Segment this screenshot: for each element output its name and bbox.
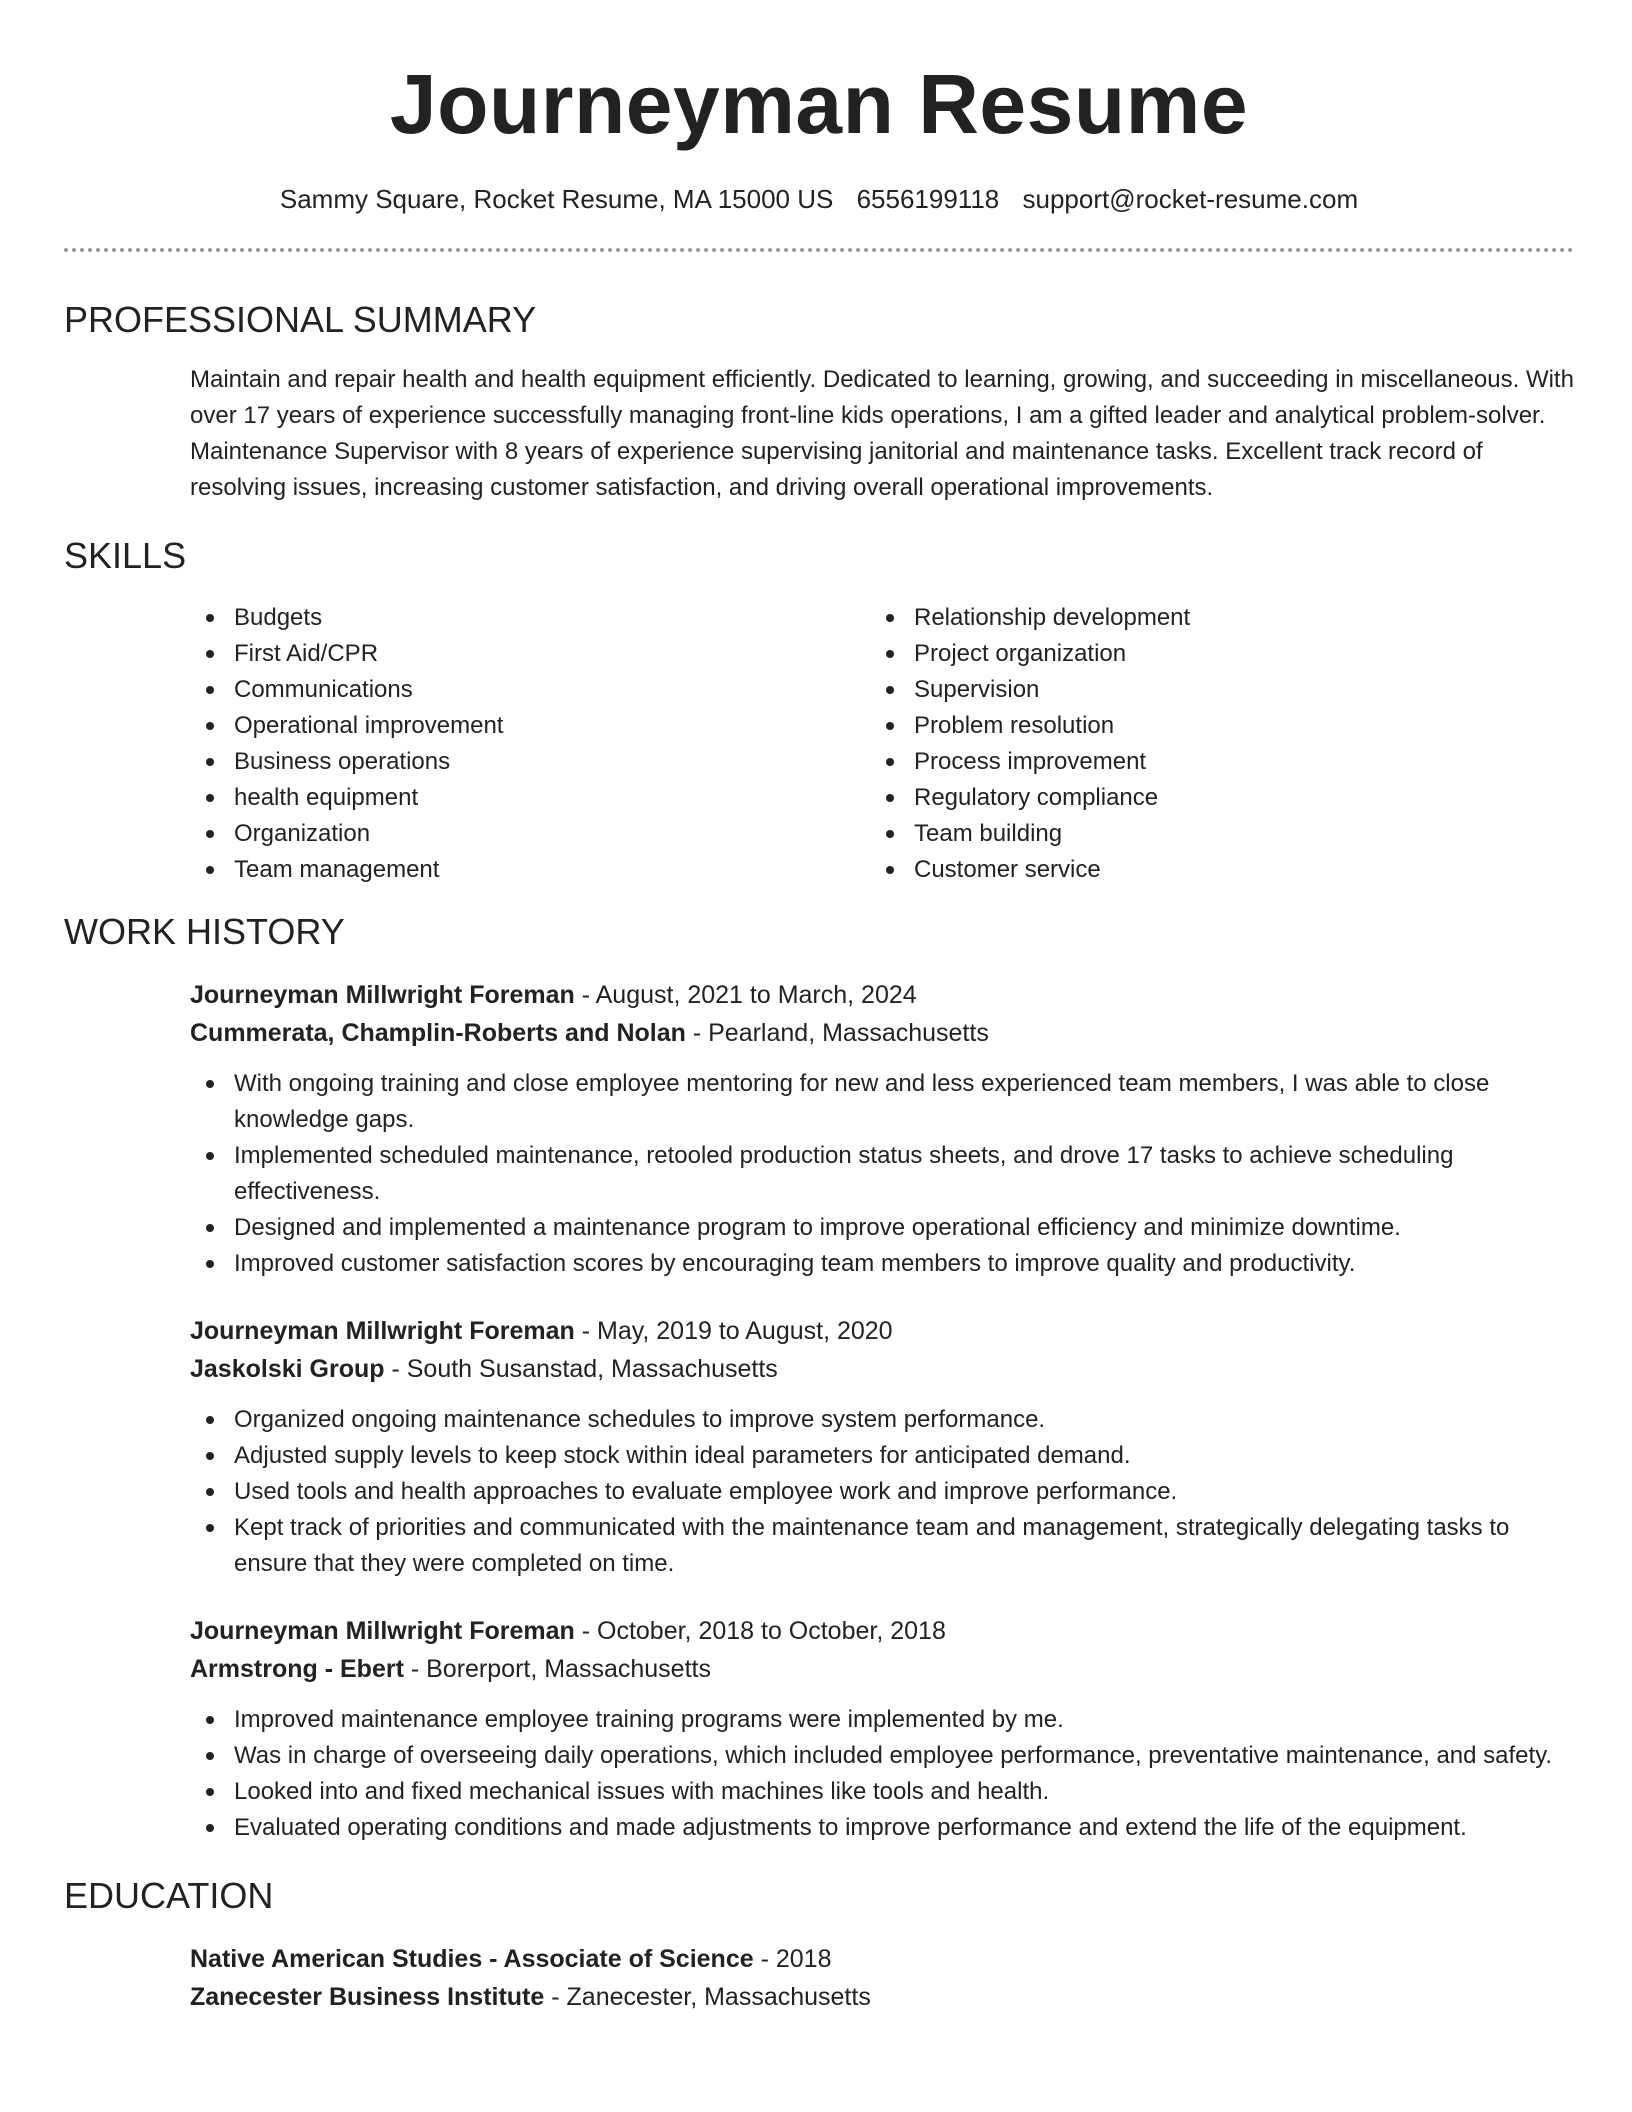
contact-address: Sammy Square, Rocket Resume, MA 15000 US [279,184,834,214]
job-title-line [190,1612,1574,1650]
education-degree-line [190,1940,1574,1978]
skill-item: Problem resolution [870,708,1550,744]
job-bullet: Kept track of priorities and communicated with the maintenance team and management, strategically delegating tasks to ensure that they were completed on time. [190,1510,1574,1582]
skills-column-left [190,600,870,888]
skill-item: Team management [190,852,870,888]
job-bullet: Evaluated operating conditions and made adjustments to improve performance and extend the life of the equipment. [190,1810,1574,1846]
job-company: Armstrong - Ebert [190,1655,404,1683]
job-location: - Pearland, Massachusetts [685,1019,989,1047]
job-dates: - August, 2021 to March, 2024 [574,981,917,1009]
section-title-summary: PROFESSIONAL SUMMARY [64,299,537,340]
education-school-line [190,1978,1574,2016]
job-title-line [190,1312,1574,1350]
skill-item: Business operations [190,744,870,780]
skill-item: Supervision [870,672,1550,708]
skill-item: health equipment [190,780,870,816]
job-bullet: Improved customer satisfaction scores by encouraging team members to improve quality and productivity. [190,1246,1574,1282]
job-bullet: Used tools and health approaches to evaluate employee work and improve performance. [190,1474,1574,1510]
job-bullet: Improved maintenance employee training programs were implemented by me. [190,1702,1574,1738]
job-role: Journeyman Millwright Foreman [190,981,575,1009]
job-bullet: Designed and implemented a maintenance program to improve operational efficiency and minimize downtime. [190,1210,1574,1246]
education-location: - Zanecester, Massachusetts [544,1983,871,2011]
resume-page [64,0,1574,2016]
education-school: Zanecester Business Institute [190,1983,545,2011]
education-degree: Native American Studies - Associate of Science [190,1945,754,1973]
education-entry [190,1940,1574,2016]
job-company-line [190,1650,1574,1688]
job-role: Journeyman Millwright Foreman [190,1617,575,1645]
job-entry [190,976,1574,1282]
skills-grid [190,600,1574,888]
job-role: Journeyman Millwright Foreman [190,1317,575,1345]
header-divider [64,248,1574,252]
skills-column-right [870,600,1550,888]
summary-text: Maintain and repair health and health equipment efficiently. Dedicated to learning, growing, and succeeding in miscellaneous. With over 17 years of experience successfully managing front-line kids operations, I am a gifted leader and analytical problem-solver. Maintenance Supervisor with 8 years of experience supervising janitorial and maintenance tasks. Excellent track record of resolving issues, increasing customer satisfaction, and driving overall operational improvements. [190,366,1574,501]
contact-phone: 6556199118 [856,184,1000,214]
job-bullet: Implemented scheduled maintenance, retooled production status sheets, and drove 17 tasks to achieve scheduling effectiveness. [190,1138,1574,1210]
skill-item: Customer service [870,852,1550,888]
skill-item: Project organization [870,636,1550,672]
job-bullet: With ongoing training and close employee mentoring for new and less experienced team members, I was able to close knowledge gaps. [190,1066,1574,1138]
job-location: - South Susanstad, Massachusetts [384,1355,778,1383]
job-company: Jaskolski Group [190,1355,385,1383]
skill-item: Organization [190,816,870,852]
job-entry [190,1312,1574,1582]
job-entry [190,1612,1574,1846]
job-bullet: Was in charge of overseeing daily operations, which included employee performance, preventative maintenance, and safety. [190,1738,1574,1774]
section-title-education: EDUCATION [64,1875,274,1916]
skill-item: Process improvement [870,744,1550,780]
job-bullet: Organized ongoing maintenance schedules to improve system performance. [190,1402,1574,1438]
skill-item: Communications [190,672,870,708]
job-title-line [190,976,1574,1014]
job-company-line [190,1014,1574,1052]
job-bullet: Looked into and fixed mechanical issues with machines like tools and health. [190,1774,1574,1810]
contact-line [64,182,1574,216]
resume-name: Journeyman Resume [389,57,1249,151]
job-bullets [190,1702,1574,1846]
contact-email[interactable]: support@rocket-resume.com [1022,184,1359,214]
job-company-line [190,1350,1574,1388]
section-title-work-history: WORK HISTORY [64,911,345,952]
job-bullets [190,1402,1574,1582]
job-bullet: Adjusted supply levels to keep stock within ideal parameters for anticipated demand. [190,1438,1574,1474]
skill-item: First Aid/CPR [190,636,870,672]
section-title-skills: SKILLS [64,535,187,576]
skill-item: Budgets [190,600,870,636]
job-location: - Borerport, Massachusetts [403,1655,711,1683]
skill-item: Operational improvement [190,708,870,744]
job-company: Cummerata, Champlin-Roberts and Nolan [190,1019,686,1047]
skill-item: Relationship development [870,600,1550,636]
skill-item: Regulatory compliance [870,780,1550,816]
skill-item: Team building [870,816,1550,852]
education-year: - 2018 [753,1945,832,1973]
job-bullets [190,1066,1574,1282]
job-dates: - May, 2019 to August, 2020 [574,1317,893,1345]
job-dates: - October, 2018 to October, 2018 [574,1617,946,1645]
